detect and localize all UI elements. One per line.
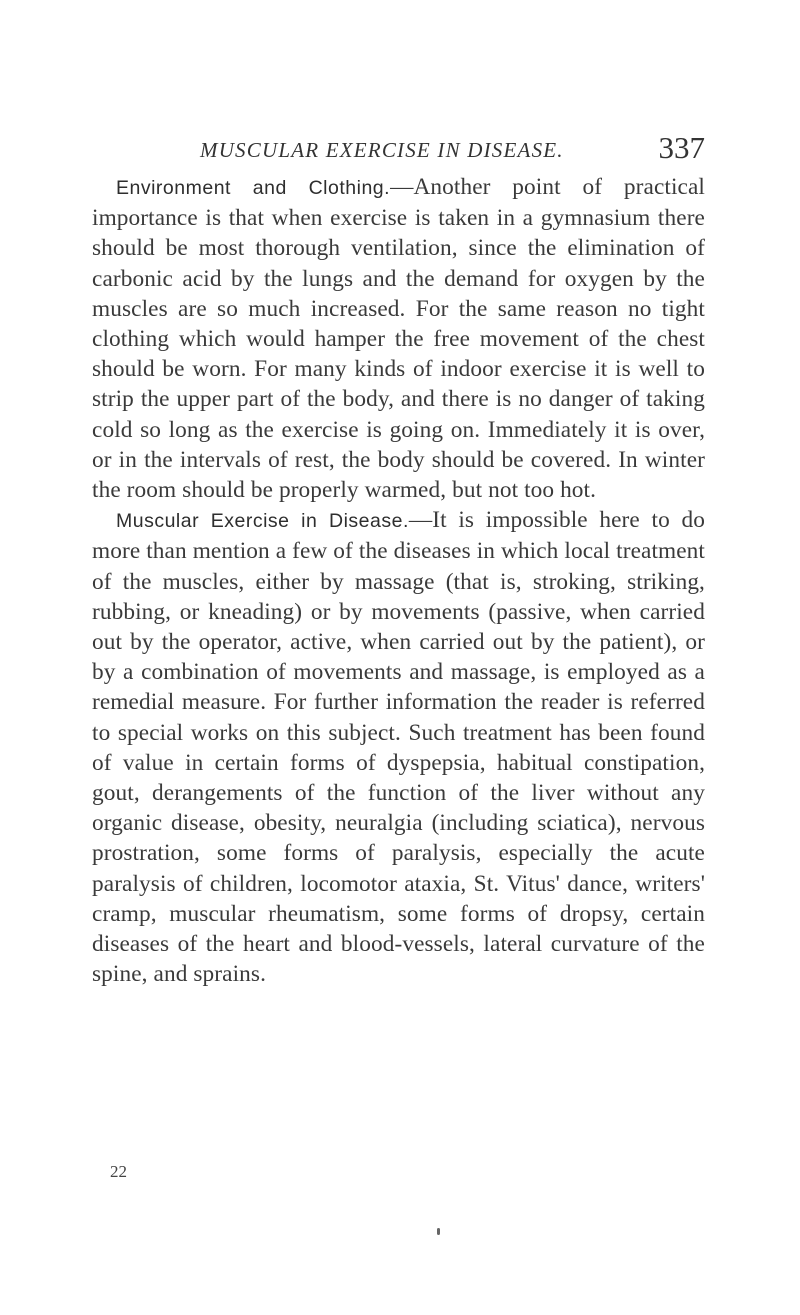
paragraph-text: —Another point of practical importance is that when exercise is taken in a gymnasium there should be most thorough ventilation, since the elimination of carbonic acid by the lungs and the demand for oxygen by the muscles are so much increased. For the same reason no tight clothing which would hamper the free movement of the chest should be worn. For many kinds of indoor exercise it is well to strip the upper part of the body, and there is no danger of taking cold so long as the exercise is going on. Immediately it is over, or in the intervals of rest, the body should be covered. In winter the room should be properly warmed, but not too hot. (92, 174, 705, 504)
ink-speck (437, 1228, 440, 1235)
body-text (92, 172, 705, 989)
paragraph-text: —It is impossible here to do more than mention a few of the diseases in which local treatment of the muscles, either by massage (that is, stroking, striking, rubbing, or kneading) or by movements (passive, when carried out by the operator, active, when carried out by the patient), or by a combination of movements and massage, is employed as a remedial measure. For further information the reader is referred to special works on this subject. Such treatment has been found of value in certain forms of dyspepsia, habitual constipation, gout, derangements of the function of the liver without any organic disease, obesity, neuralgia (including sciatica), nervous prostration, some forms of paralysis, especially the acute paralysis of children, locomotor ataxia, St. Vitus' dance, writers' cramp, muscular rheumatism, some forms of dropsy, certain diseases of the heart and blood-vessels, lateral curvature of the spine, and sprains. (92, 507, 705, 988)
signature-mark: 22 (110, 1162, 127, 1181)
paragraph-environment-clothing (92, 172, 705, 505)
page-number: 337 (658, 130, 705, 165)
book-page (92, 128, 705, 989)
paragraph-muscular-exercise-disease (92, 505, 705, 989)
paragraph-heading: Muscular Exercise in Disease. (116, 510, 409, 533)
running-head (92, 128, 705, 172)
paragraph-heading: Environment and Clothing. (116, 177, 391, 199)
running-title: MUSCULAR EXERCISE IN DISEASE. (200, 138, 564, 162)
